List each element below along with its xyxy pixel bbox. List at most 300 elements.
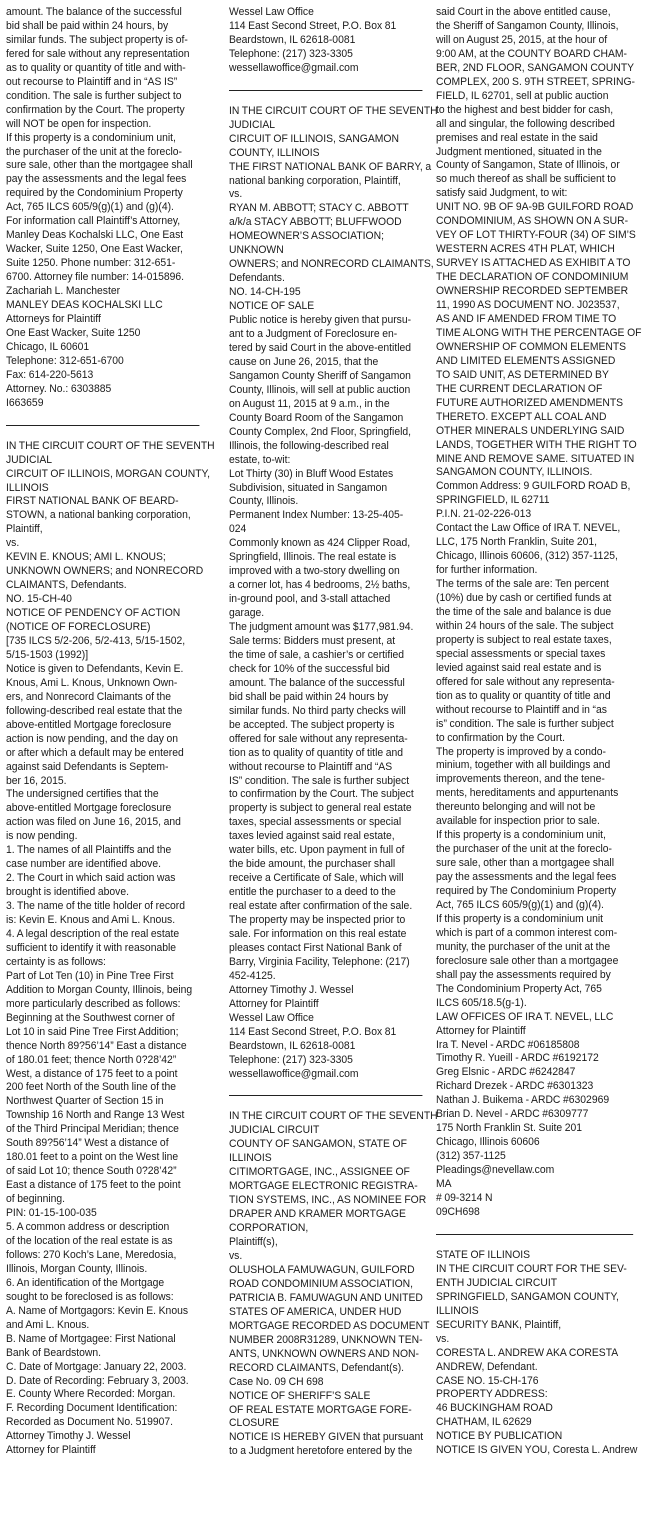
notice-text-line: ers, and Nonrecord Claimants of the	[6, 690, 172, 703]
notice-text-line: STOWN, a national banking corporation,	[6, 509, 191, 522]
notice-text-line: Zachariah L. Manchester	[6, 285, 121, 298]
notice-text-line: and Ami L. Knous.	[6, 1318, 90, 1331]
notice-text-line: Bank of Beardstown.	[6, 1346, 102, 1359]
notice-text-line: County, Illinois.	[229, 495, 299, 508]
column-3	[436, 6, 642, 1458]
notice-text-line: offered for sale without any representa-	[229, 732, 408, 745]
notice-text-line: 200 feet North of the South line of the	[6, 1081, 177, 1094]
notice-text-line: 4. A legal description of the real estate	[6, 928, 180, 940]
notice-text-line: Lot 10 in said Pine Tree First Addition;	[6, 1025, 179, 1038]
notice-text-line: check for 10% of the successful bid	[229, 662, 390, 675]
notice-text-line: 180.01 feet to a point on the West line	[6, 1151, 179, 1164]
notice-block	[229, 104, 438, 1082]
notice-text-line: Attorneys for Plaintiff	[6, 312, 101, 325]
notice-text-line: County, Illinois, will sell at public auction	[229, 383, 411, 396]
notice-text-line: Brian D. Nevel - ARDC #6309777	[436, 1108, 589, 1121]
notice-text-line: MORTGAGE RECORDED AS DOCUMENT	[229, 1319, 430, 1332]
notice-text-line: STATES OF AMERICA, UNDER HUD	[229, 1305, 402, 1318]
notice-text-line: Township 16 North and Range 13 West	[6, 1109, 185, 1122]
notice-text-line: will NOT be open for inspection.	[6, 117, 152, 130]
notice-text-line: certainty is as follows:	[6, 955, 106, 968]
notice-text-line: OWNERSHIP OF COMMON ELEMENTS	[436, 340, 627, 353]
notice-text-line: OLUSHOLA FAMUWAGUN, GUILFORD	[229, 1263, 415, 1276]
notice-text-line: Lot Thirty (30) in Bluff Wood Estates	[229, 467, 394, 480]
notice-text-line: UNIT NO. 9B OF 9A-9B GUILFORD ROAD	[436, 201, 634, 214]
notice-text-line: property is subject to real estate taxes,	[436, 633, 612, 646]
column-1	[6, 6, 215, 1458]
notice-text-line: vs.	[6, 537, 20, 550]
notice-text-line: cause on June 26, 2015, that the	[229, 355, 379, 368]
notice-text-line: PIN: 01-15-100-035	[6, 1207, 97, 1220]
notice-text-line: is now pending.	[6, 830, 78, 843]
notice-text-line: KEVIN E. KNOUS; AMI L. KNOUS;	[6, 551, 166, 564]
notice-text-line: Addition to Morgan County, Illinois, being	[6, 983, 193, 996]
notice-text-line: garage.	[229, 607, 265, 620]
notice-text-line: (312) 357-1125	[436, 1150, 506, 1163]
notice-text-line: the bide amount, the purchaser shall	[229, 858, 396, 871]
notice-text-line: (10%) due by cash or certified funds at	[436, 592, 612, 605]
notice-text-line: JUDICIAL	[6, 453, 53, 466]
notice-text-line: Knous, Ami L. Knous, Unknown Own-	[6, 676, 178, 689]
notice-text-line: LLC, 175 North Franklin, Suite 201,	[436, 536, 598, 549]
notice-text-line: Richard Drezek - ARDC #6301323	[436, 1080, 594, 1093]
notice-text-line: pleases contact First National Bank of	[229, 941, 402, 954]
notice-text-line: improvements thereon, and the tene-	[436, 773, 605, 786]
notice-text-line: foreclosure sale other than a mortgagee	[436, 954, 619, 967]
notice-text-line: LANDS, TOGETHER WITH THE RIGHT TO	[436, 438, 637, 451]
notice-text-line: thereunto belonging and will not be	[436, 801, 596, 814]
notice-text-line: the time of the sale and balance is due	[436, 605, 612, 618]
notice-divider	[6, 425, 199, 426]
notice-text-line: NOTICE IS GIVEN YOU, Coresta L. Andrew	[436, 1444, 638, 1457]
notice-text-line: said Court in the above entitled cause,	[436, 6, 611, 18]
notice-text-line: 46 BUCKINGHAM ROAD	[436, 1402, 553, 1415]
notice-text-line: vs.	[436, 1332, 450, 1345]
notice-text-line: NO. 15-CH-40	[6, 593, 72, 606]
notice-text-line: ber 16, 2015.	[6, 774, 67, 787]
notice-text-line: If this property is a condominium unit,	[6, 131, 176, 144]
notice-text-line: ENTH JUDICIAL CIRCUIT	[436, 1276, 558, 1289]
notice-text-line: sure sale, other than a mortgagee shall	[436, 857, 615, 870]
notice-text-line: similar funds. No third party checks will	[229, 704, 406, 717]
notice-text-line: Attorney for Plaintiff	[6, 1444, 96, 1457]
notice-text-line: 11, 1990 AS DOCUMENT NO. J023537,	[436, 299, 620, 312]
notice-text-line: Telephone: (217) 323-3305	[229, 1053, 353, 1066]
column-2	[229, 6, 438, 1459]
notice-text-line: Nathan J. Buikema - ARDC #6302969	[436, 1094, 610, 1107]
notice-text-line: amount. The balance of the successful	[6, 6, 182, 18]
notice-text-line: Contact the Law Office of IRA T. NEVEL,	[436, 522, 621, 535]
notice-text-line: Subdivision, situated in Sangamon	[229, 481, 388, 494]
notice-text-line: available for inspection prior to sale.	[436, 815, 600, 828]
notice-text-line: Barry, Virginia Facility, Telephone: (217)	[229, 955, 410, 968]
notice-text-line: A. Name of Mortgagors: Kevin E. Knous	[6, 1304, 189, 1317]
notice-text-line: Plaintiff(s),	[229, 1236, 278, 1249]
notice-text-line: entitle the purchaser to a deed to the	[229, 886, 396, 899]
notice-text-line: D. Date of Recording: February 3, 2003.	[6, 1374, 189, 1387]
notice-text-line: ant to a Judgment of Foreclosure en-	[229, 328, 398, 341]
notice-text-line: ILCS 605/18.5(g-1).	[436, 996, 527, 1009]
notice-divider	[229, 90, 422, 91]
notice-text-line: 6. An identification of the Mortgage	[6, 1276, 165, 1289]
notice-text-line: tion as to quality of quantity of title and	[229, 746, 404, 759]
notice-text-line: shall pay the assessments required by	[436, 968, 611, 981]
notice-text-line: UNKNOWN	[229, 244, 284, 257]
notice-text-line: all and singular, the following described	[436, 117, 615, 130]
notice-text-line: to confirmation by the Court.	[436, 731, 566, 744]
notice-text-line: JUDICIAL CIRCUIT	[229, 1124, 320, 1137]
notice-text-line: 452-4125.	[229, 969, 276, 982]
notice-text-line: TO SAID UNIT, AS DETERMINED BY	[436, 368, 609, 381]
notice-text-line: The property is improved by a condo-	[436, 745, 606, 758]
notice-block	[436, 1248, 638, 1458]
notice-text-line: satisfy said Judgment, to wit:	[436, 187, 568, 200]
notice-text-line: vs.	[229, 1250, 243, 1263]
notice-text-line: CLOSURE	[229, 1417, 280, 1430]
notice-text-line: BER, 2ND FLOOR, SANGAMON COUNTY	[436, 61, 635, 74]
notice-text-line: DRAPER AND KRAMER MORTGAGE	[229, 1208, 406, 1221]
notice-text-line: Manley Deas Kochalski LLC, One East	[6, 229, 184, 242]
notice-text-line: [735 ILCS 5/2-206, 5/2-413, 5/15-1502,	[6, 634, 186, 647]
notice-text-line: Public notice is hereby given that pursu-	[229, 314, 412, 327]
notice-text-line: the purchaser of the unit at the foreclo-	[436, 843, 613, 856]
notice-text-line: sought to be foreclosed is as follows:	[6, 1290, 174, 1303]
notice-text-line: IS” condition. The sale is further subject	[229, 774, 410, 787]
notice-text-line: Illinois, the following-described real	[229, 439, 389, 452]
notice-text-line: NOTICE OF PENDENCY OF ACTION	[6, 607, 181, 620]
notice-text-line: (NOTICE OF FORECLOSURE)	[6, 621, 151, 634]
notice-text-line: CHATHAM, IL 62629	[436, 1416, 532, 1429]
notice-text-line: MA	[436, 1178, 452, 1191]
notice-text-line: bid shall be paid within 24 hours, by	[6, 19, 169, 32]
notice-text-line: B. Name of Mortgagee: First National	[6, 1332, 176, 1345]
notice-divider	[229, 1095, 422, 1096]
notice-text-line: or after which a default may be entered	[6, 746, 184, 759]
notice-text-line: more particularly described as follows:	[6, 997, 181, 1010]
notice-text-line: required by the Condominium Property	[6, 187, 183, 200]
notice-text-line: will on August 25, 2015, at the hour of	[436, 33, 608, 46]
notice-text-line: UNKNOWN OWNERS; and NONRECORD	[6, 565, 204, 578]
notice-text-line: Beardstown, IL 62618-0081	[229, 33, 356, 46]
notice-text-line: Sangamon County Sheriff of Sangamon	[229, 369, 411, 382]
notice-text-line: COUNTY OF SANGAMON, STATE OF	[229, 1138, 407, 1151]
notice-text-line: Pleadings@nevellaw.com	[436, 1164, 555, 1177]
notice-text-line: sale. For information on this real estate	[229, 928, 407, 940]
notice-text-line: Springfield, Illinois. The real estate is	[229, 551, 397, 564]
notice-text-line: Act, 765 ILCS 605/9(g)(1) and (g)(4).	[6, 201, 174, 214]
notice-text-line: Suite 1250. Phone number: 312-651-	[6, 257, 176, 270]
notice-text-line: of the Third Principal Meridian; thence	[6, 1123, 179, 1136]
notice-text-line: real estate after confirmation of the sale.	[229, 900, 413, 913]
notice-text-line: special assessments or special taxes	[436, 647, 606, 660]
notice-text-line: For information call Plaintiff’s Attorney,	[6, 215, 181, 228]
notice-text-line: of 180.01 feet; thence North 0?28’42”	[6, 1053, 177, 1066]
notice-text-line: estate, to-wit:	[229, 453, 291, 466]
notice-text-line: Chicago, Illinois 60606, (312) 357-1125,	[436, 550, 618, 563]
notice-text-line: Sale terms: Bidders must present, at	[229, 634, 396, 647]
notice-text-line: County Complex, 2nd Floor, Springfield,	[229, 425, 412, 438]
notice-text-line: case number are identified above.	[6, 858, 161, 871]
notice-text-line: water bills, etc. Upon payment in full of	[229, 844, 405, 857]
notice-text-line: to a Judgment heretofore entered by the	[229, 1445, 413, 1458]
notice-text-line: JUDICIAL	[229, 118, 276, 131]
notice-text-line: Recorded as Document No. 519907.	[6, 1416, 174, 1429]
notice-text-line: Case No. 09 CH 698	[229, 1375, 324, 1388]
notice-text-line: Beginning at the Southwest corner of	[6, 1011, 175, 1024]
notice-text-line: sure sale, other than the mortgagee shall	[6, 159, 193, 172]
notice-text-line: Beardstown, IL 62618-0081	[229, 1039, 356, 1052]
notice-text-line: be accepted. The subject property is	[229, 718, 395, 731]
notice-text-line: against said Defendants is Septem-	[6, 760, 169, 773]
notice-text-line: The undersigned certifies that the	[6, 788, 159, 801]
notice-text-line: a corner lot, has 4 bedrooms, 2½ baths,	[229, 579, 411, 592]
notice-text-line: I663659	[6, 396, 44, 409]
notice-text-line: SPRINGFIELD, SANGAMON COUNTY,	[436, 1290, 619, 1303]
notice-text-line: the purchaser of the unit at the foreclo-	[6, 145, 183, 158]
notice-block	[6, 6, 199, 411]
notice-text-line: TIME ALONG WITH THE PERCENTAGE OF	[436, 326, 642, 339]
notice-text-line: thence North 89?56’14” East a distance	[6, 1039, 187, 1052]
notice-text-line: ILLINOIS	[6, 481, 49, 494]
notice-text-line: a/k/a STACY ABBOTT; BLUFFWOOD	[229, 216, 402, 229]
notice-text-line: 6700. Attorney file number: 14-015896.	[6, 271, 185, 284]
notice-text-line: Telephone: 312-651-6700	[6, 354, 124, 367]
notice-text-line: minium, together with all buildings and	[436, 759, 611, 772]
notice-text-line: Wessel Law Office	[229, 1011, 314, 1024]
notice-text-line: HOMEOWNER’S ASSOCIATION;	[229, 230, 384, 243]
notice-text-line: Ira T. Nevel - ARDC #06185808	[436, 1038, 580, 1051]
notice-text-line: CORPORATION,	[229, 1222, 309, 1235]
notice-text-line: receive a Certificate of Sale, which will	[229, 872, 404, 885]
notice-text-line: OWNERSHIP RECORDED SEPTEMBER	[436, 285, 629, 298]
notice-text-line: NUMBER 2008R31289, UNKNOWN TEN-	[229, 1333, 423, 1346]
notice-text-line: IN THE CIRCUIT COURT OF THE SEVENTH	[229, 104, 438, 117]
notice-text-line: 024	[229, 523, 247, 536]
notice-text-line: If this property is a condominium unit,	[436, 829, 606, 842]
notice-text-line: E. County Where Recorded: Morgan.	[6, 1388, 176, 1401]
notice-text-line: sufficient to identify it with reasonable	[6, 941, 177, 954]
notice-text-line: action is now pending, and the day on	[6, 732, 179, 745]
notice-text-line: ANTS, UNKNOWN OWNERS AND NON-	[229, 1347, 419, 1360]
notice-text-line: tered by said Court in the above-entitled	[229, 341, 412, 354]
notice-block	[229, 6, 422, 76]
notice-text-line: improved with a two-story dwelling on	[229, 565, 400, 578]
notice-text-line: 5. A common address or description	[6, 1221, 170, 1234]
notice-text-line: the Sheriff of Sangamon County, Illinois,	[436, 19, 619, 32]
notice-text-line: levied against said real estate and is	[436, 661, 602, 674]
notice-text-line: in-ground pool, and 3-stall attached	[229, 593, 391, 606]
notice-text-line: Wessel Law Office	[229, 6, 314, 18]
notice-text-line: STATE OF ILLINOIS	[436, 1248, 531, 1261]
notice-text-line: wessellawoffice@gmail.com	[229, 1067, 359, 1080]
notice-text-line: FUTURE AUTHORIZED AMENDMENTS	[436, 396, 624, 409]
notice-text-line: above-entitled Mortgage foreclosure	[6, 718, 172, 731]
notice-text-line: Wacker, Suite 1250, One East Wacker,	[6, 243, 183, 256]
notice-text-line: West, a distance of 175 feet to a point	[6, 1067, 178, 1080]
notice-text-line: fered for sale without any representation	[6, 47, 190, 60]
notice-text-line: CITIMORTGAGE, INC., ASSIGNEE OF	[229, 1166, 410, 1179]
notice-text-line: County Board Room of the Sangamon	[229, 411, 404, 424]
notice-text-line: action was filed on June 16, 2015, and	[6, 816, 181, 829]
notice-text-line: Commonly known as 424 Clipper Road,	[229, 537, 411, 550]
notice-text-line: required by The Condominium Property	[436, 885, 617, 898]
notice-text-line: pay the assessments and the legal fees	[436, 871, 617, 884]
notice-text-line: similar funds. The subject property is of-	[6, 33, 188, 46]
notice-text-line: without recourse to Plaintiff and in “as	[436, 703, 607, 716]
notice-text-line: to confirmation by the Court. The subject	[229, 788, 414, 801]
notice-text-line: of beginning.	[6, 1193, 66, 1206]
notice-text-line: NOTICE BY PUBLICATION	[436, 1430, 563, 1443]
notice-text-line: Common Address: 9 GUILFORD ROAD B,	[436, 480, 631, 493]
notice-text-line: The property may be inspected prior to	[229, 914, 406, 927]
notice-text-line: FIELD, IL 62701, sell at public auction	[436, 89, 609, 102]
notice-text-line: taxes levied against said real estate,	[229, 830, 395, 843]
notice-text-line: AS AND IF AMENDED FROM TIME TO	[436, 312, 617, 325]
notice-text-line: Permanent Index Number: 13-25-405-	[229, 509, 404, 522]
notice-text-line: pay the assessments and the legal fees	[6, 173, 187, 186]
notice-text-line: 9:00 AM, at the COUNTY BOARD CHAM-	[436, 47, 628, 60]
notice-text-line: THERETO. EXCEPT ALL COAL AND	[436, 410, 607, 423]
notice-text-line: condition. The sale is further subject to	[6, 89, 182, 102]
notice-text-line: RECORD CLAIMANTS, Defendant(s).	[229, 1361, 405, 1374]
notice-text-line: THE DECLARATION OF CONDOMINIUM	[436, 271, 629, 284]
notice-text-line: 114 East Second Street, P.O. Box 81	[229, 19, 397, 32]
notice-text-line: Chicago, IL 60601	[6, 340, 90, 353]
notice-text-line: COUNTY, ILLINOIS	[229, 146, 320, 159]
notice-text-line: SECURITY BANK, Plaintiff,	[436, 1318, 562, 1331]
notice-text-line: F. Recording Document Identification:	[6, 1402, 178, 1415]
notice-text-line: NOTICE OF SHERIFF’S SALE	[229, 1389, 371, 1402]
notice-text-line: The terms of the sale are: Ten percent	[436, 578, 609, 591]
notice-text-line: is: Kevin E. Knous and Ami L. Knous.	[6, 914, 176, 927]
notice-text-line: Illinois, Morgan County, Illinois.	[6, 1262, 148, 1275]
notice-text-line: MORTGAGE ELECTRONIC REGISTRA-	[229, 1180, 418, 1193]
notice-text-line: ILLINOIS	[436, 1304, 479, 1317]
notice-text-line: East a distance of 175 feet to the point	[6, 1179, 181, 1192]
notice-text-line: One East Wacker, Suite 1250	[6, 326, 141, 339]
notice-text-line: 114 East Second Street, P.O. Box 81	[229, 1025, 397, 1038]
notice-text-line: as to quality or quantity of title and with-	[6, 61, 186, 74]
notice-text-line: Judgment mentioned, situated in the	[436, 145, 602, 158]
notice-block	[436, 6, 642, 1220]
notice-text-line: of the location of the real estate is as	[6, 1234, 173, 1247]
notice-text-line: IN THE CIRCUIT COURT OF THE SEVENTH	[6, 439, 215, 452]
notice-text-line: 3. The name of the title holder of record	[6, 900, 185, 913]
notice-text-line: vs.	[229, 188, 243, 201]
notice-text-line: LAW OFFICES OF IRA T. NEVEL, LLC	[436, 1010, 614, 1023]
notice-text-line: RYAN M. ABBOTT; STACY C. ABBOTT	[229, 202, 409, 215]
notice-text-line: premises and real estate in the said	[436, 131, 598, 144]
notice-text-line: for further information.	[436, 564, 538, 577]
notice-text-line: MANLEY DEAS KOCHALSKI LLC	[6, 299, 163, 312]
notice-text-line: MINE AND REMOVE SAME. SITUATED IN	[436, 452, 635, 465]
notice-text-line: Defendants.	[229, 272, 285, 285]
notice-text-line: 5/15-1503 (1992)]	[6, 648, 89, 661]
notice-text-line: If this property is a condominium unit	[436, 912, 604, 925]
notice-text-line: brought is identified above.	[6, 886, 130, 899]
notice-text-line: national banking corporation, Plaintiff,	[229, 174, 401, 187]
notice-text-line: Attorney for Plaintiff	[436, 1024, 526, 1037]
notice-text-line: P.I.N. 21-02-226-013	[436, 508, 532, 521]
notice-text-line: to the highest and best bidder for cash,	[436, 103, 614, 116]
notice-text-line: THE CURRENT DECLARATION OF	[436, 382, 603, 395]
notice-text-line: AND LIMITED ELEMENTS ASSIGNED	[436, 354, 616, 367]
notice-text-line: Telephone: (217) 323-3305	[229, 47, 353, 60]
notice-text-line: Act, 765 ILCS 605/9(g)(1) and (g)(4).	[436, 899, 604, 911]
notice-text-line: TION SYSTEMS, INC., AS NOMINEE FOR	[229, 1194, 427, 1207]
notice-text-line: ments, hereditaments and appurtenants	[436, 787, 619, 800]
notice-text-line: NOTICE OF SALE	[229, 300, 315, 313]
notice-text-line: NOTICE IS HEREBY GIVEN that pursuant	[229, 1431, 424, 1444]
notice-text-line: PROPERTY ADDRESS:	[436, 1388, 548, 1401]
notice-text-line: munity, the purchaser of the unit at the	[436, 940, 611, 953]
notice-text-line: the time of sale, a cashier’s or certified	[229, 648, 405, 661]
notice-block	[6, 439, 215, 1459]
notice-divider	[436, 1234, 633, 1235]
notice-text-line: Chicago, Illinois 60606	[436, 1136, 540, 1149]
notice-text-line: OWNERS; and NONRECORD CLAIMANTS,	[229, 258, 434, 271]
notice-text-line: # 09-3214 N	[436, 1192, 493, 1205]
notice-text-line: ILLINOIS	[229, 1152, 272, 1165]
notice-text-line: Timothy R. Yueill - ARDC #6192172	[436, 1052, 599, 1065]
notice-text-line: IN THE CIRCUIT COURT FOR THE SEV-	[436, 1262, 627, 1275]
notice-text-line: Attorney. No.: 6303885	[6, 382, 112, 395]
notice-text-line: which is part of a common interest com-	[436, 926, 618, 939]
notice-text-line: 2. The Court in which said action was	[6, 872, 176, 885]
notice-text-line: Greg Elsnic - ARDC #6242847	[436, 1066, 576, 1079]
notice-text-line: 175 North Franklin St. Suite 201	[436, 1122, 583, 1135]
notice-text-line: ROAD CONDOMINIUM ASSOCIATION,	[229, 1277, 414, 1290]
notice-text-line: South 89?56’14” West a distance of	[6, 1137, 169, 1150]
notice-text-line: CIRCUIT OF ILLINOIS, SANGAMON	[229, 132, 399, 145]
notice-text-line: amount. The balance of the successful	[229, 676, 405, 689]
notice-text-line: out recourse to Plaintiff and in “AS IS”	[6, 75, 178, 88]
notice-text-line: wessellawoffice@gmail.com	[229, 61, 359, 74]
notice-text-line: Northwest Quarter of Section 15 in	[6, 1095, 164, 1108]
notice-text-line: CASE NO. 15-CH-176	[436, 1374, 539, 1387]
notice-text-line: following-described real estate that the	[6, 704, 183, 717]
notice-text-line: WESTERN ACRES 4TH PLAT, WHICH	[436, 243, 615, 256]
notice-text-line: tion as to quality or quantity of title and	[436, 689, 611, 702]
notice-text-line: NO. 14-CH-195	[229, 286, 301, 299]
notice-text-line: County of Sangamon, State of Illinois, or	[436, 159, 620, 172]
notice-text-line: Attorney for Plaintiff	[229, 997, 319, 1010]
notice-text-line: OTHER MINERALS UNDERLYING SAID	[436, 424, 625, 437]
notice-text-line: CONDOMINIUM, AS SHOWN ON A SUR-	[436, 215, 629, 228]
notice-text-line: SPRINGFIELD, IL 62711	[436, 494, 550, 507]
notice-text-line: Fax: 614-220-5613	[6, 368, 94, 381]
notice-text-line: Notice is given to Defendants, Kevin E.	[6, 662, 184, 675]
notice-text-line: bid shall be paid within 24 hours by	[229, 690, 389, 703]
notice-text-line: above-entitled Mortgage foreclosure	[6, 802, 172, 815]
notice-text-line: SURVEY IS ATTACHED AS EXHIBIT A TO	[436, 257, 631, 270]
notice-text-line: property is subject to general real estate	[229, 802, 412, 815]
notice-text-line: VEY OF LOT THIRTY-FOUR (34) OF SIM’S	[436, 229, 636, 242]
notice-text-line: COMPLEX, 200 S. 9TH STREET, SPRING-	[436, 75, 635, 88]
notice-text-line: Plaintiff,	[6, 523, 43, 536]
notice-text-line: on August 11, 2015 at 9 a.m., in the	[229, 397, 390, 410]
notice-text-line: Attorney Timothy J. Wessel	[229, 983, 354, 996]
notice-text-line: CORESTA L. ANDREW AKA CORESTA	[436, 1346, 619, 1359]
notice-text-line: 1. The names of all Plaintiffs and the	[6, 844, 172, 857]
notice-text-line: without recourse to Plaintiff and “AS	[229, 760, 393, 773]
notice-text-line: Attorney Timothy J. Wessel	[6, 1430, 131, 1443]
notice-text-line: Part of Lot Ten (10) in Pine Tree First	[6, 969, 174, 982]
notice-text-line: is” condition. The sale is further subject	[436, 717, 614, 730]
notice-text-line: within 24 hours of the sale. The subject	[436, 619, 614, 632]
notice-text-line: so much thereof as shall be sufficient to	[436, 173, 616, 186]
notice-text-line: The judgment amount was $177,981.94.	[229, 621, 414, 634]
